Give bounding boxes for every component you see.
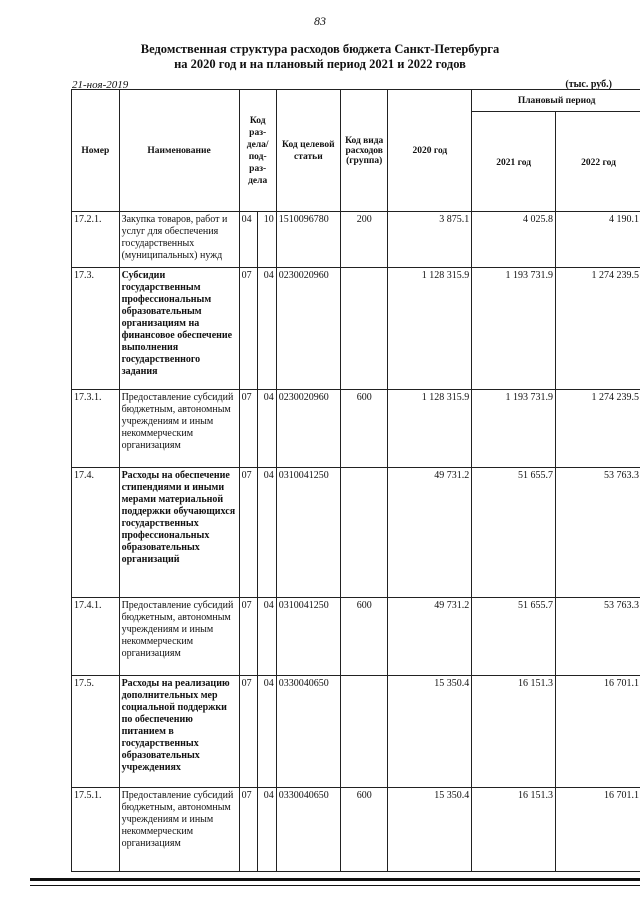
row-target-code: 0310041250	[276, 468, 340, 598]
row-subsection-code: 10	[258, 212, 277, 268]
report-date: 21-ноя-2019	[72, 79, 129, 91]
row-amount-2021: 16 151.3	[472, 676, 556, 788]
row-expense-type: 600	[340, 788, 388, 872]
row-amount-2022: 16 701.1	[556, 788, 640, 872]
col-target-header: Код целевой статьи	[276, 90, 340, 212]
row-amount-2022: 53 763.3	[556, 468, 640, 598]
row-expense-type	[340, 468, 388, 598]
table-body	[72, 212, 640, 872]
budget-table	[71, 89, 640, 872]
row-number: 17.5.	[72, 676, 120, 788]
units-label: (тыс. руб.)	[565, 79, 612, 90]
row-section-code: 07	[239, 390, 258, 468]
row-subsection-code: 04	[258, 390, 277, 468]
row-target-code: 1510096780	[276, 212, 340, 268]
page-number: 83	[314, 14, 326, 28]
row-amount-2021: 51 655.7	[472, 468, 556, 598]
row-number: 17.3.	[72, 268, 120, 390]
row-amount-2021: 1 193 731.9	[472, 268, 556, 390]
row-target-code: 0310041250	[276, 598, 340, 676]
row-amount-2020: 1 128 315.9	[388, 390, 472, 468]
row-amount-2020: 49 731.2	[388, 598, 472, 676]
row-amount-2022: 16 701.1	[556, 676, 640, 788]
row-name: Предоставление субсидий бюджетным, автономным учреждениям и иным некоммерческим организациям	[119, 788, 239, 872]
title-line-2: на 2020 год и на плановый период 2021 и 2022 годов	[174, 57, 466, 71]
row-section-code: 07	[239, 468, 258, 598]
row-amount-2022: 4 190.1	[556, 212, 640, 268]
row-number: 17.4.1.	[72, 598, 120, 676]
row-number: 17.5.1.	[72, 788, 120, 872]
row-subsection-code: 04	[258, 788, 277, 872]
row-expense-type	[340, 676, 388, 788]
row-name: Предоставление субсидий бюджетным, автономным учреждениям и иным некоммерческим организациям	[119, 598, 239, 676]
row-amount-2020: 3 875.1	[388, 212, 472, 268]
row-amount-2021: 1 193 731.9	[472, 390, 556, 468]
row-section-code: 07	[239, 598, 258, 676]
row-amount-2022: 53 763.3	[556, 598, 640, 676]
row-section-code: 04	[239, 212, 258, 268]
table-row	[72, 212, 640, 268]
table-row	[72, 598, 640, 676]
row-expense-type: 600	[340, 598, 388, 676]
row-expense-type: 200	[340, 212, 388, 268]
row-name: Субсидии государственным профессиональным образовательным организациям на финансовое обеспечение выполнения государственного задания	[119, 268, 239, 390]
row-target-code: 0230020960	[276, 390, 340, 468]
row-amount-2021: 16 151.3	[472, 788, 556, 872]
row-target-code: 0330040650	[276, 676, 340, 788]
table-row	[72, 390, 640, 468]
bottom-rule-thin	[30, 885, 640, 886]
table-header-row	[72, 90, 640, 112]
row-number: 17.3.1.	[72, 390, 120, 468]
col-name-header: Наименование	[119, 90, 239, 212]
col-section-header: Код раз-дела/ под-раз-дела	[239, 90, 276, 212]
row-amount-2022: 1 274 239.5	[556, 268, 640, 390]
col-2020-header: 2020 год	[388, 90, 472, 212]
row-number: 17.2.1.	[72, 212, 120, 268]
row-amount-2021: 4 025.8	[472, 212, 556, 268]
row-expense-type	[340, 268, 388, 390]
row-amount-2020: 15 350.4	[388, 676, 472, 788]
bottom-rule	[30, 878, 640, 881]
row-section-code: 07	[239, 268, 258, 390]
row-section-code: 07	[239, 788, 258, 872]
row-name: Закупка товаров, работ и услуг для обеспечения государственных (муниципальных) нужд	[119, 212, 239, 268]
row-name: Расходы на реализацию дополнительных мер социальной поддержки по обеспечению питанием в государственных образовательных учреждениях	[119, 676, 239, 788]
table-row	[72, 468, 640, 598]
row-expense-type: 600	[340, 390, 388, 468]
col-expense-type-header: Код вида расходов (группа)	[340, 90, 388, 212]
row-subsection-code: 04	[258, 676, 277, 788]
col-planned-header: Плановый период	[472, 90, 640, 112]
row-number: 17.4.	[72, 468, 120, 598]
row-section-code: 07	[239, 676, 258, 788]
row-subsection-code: 04	[258, 468, 277, 598]
row-amount-2021: 51 655.7	[472, 598, 556, 676]
row-target-code: 0230020960	[276, 268, 340, 390]
row-subsection-code: 04	[258, 268, 277, 390]
row-amount-2020: 49 731.2	[388, 468, 472, 598]
row-subsection-code: 04	[258, 598, 277, 676]
row-amount-2020: 15 350.4	[388, 788, 472, 872]
title-line-1: Ведомственная структура расходов бюджета Санкт-Петербурга	[140, 42, 500, 56]
row-name: Предоставление субсидий бюджетным, автономным учреждениям и иным некоммерческим организациям	[119, 390, 239, 468]
col-number-header: Номер	[72, 90, 120, 212]
row-target-code: 0330040650	[276, 788, 340, 872]
row-name: Расходы на обеспечение стипендиями и иными мерами материальной поддержки обучающихся государственных профессиональных образовательных организаций	[119, 468, 239, 598]
table-row	[72, 788, 640, 872]
document-title	[0, 42, 640, 72]
col-2021-header: 2021 год	[472, 112, 556, 212]
row-amount-2022: 1 274 239.5	[556, 390, 640, 468]
table-row	[72, 268, 640, 390]
col-2022-header: 2022 год	[556, 112, 640, 212]
row-amount-2020: 1 128 315.9	[388, 268, 472, 390]
table-row	[72, 676, 640, 788]
